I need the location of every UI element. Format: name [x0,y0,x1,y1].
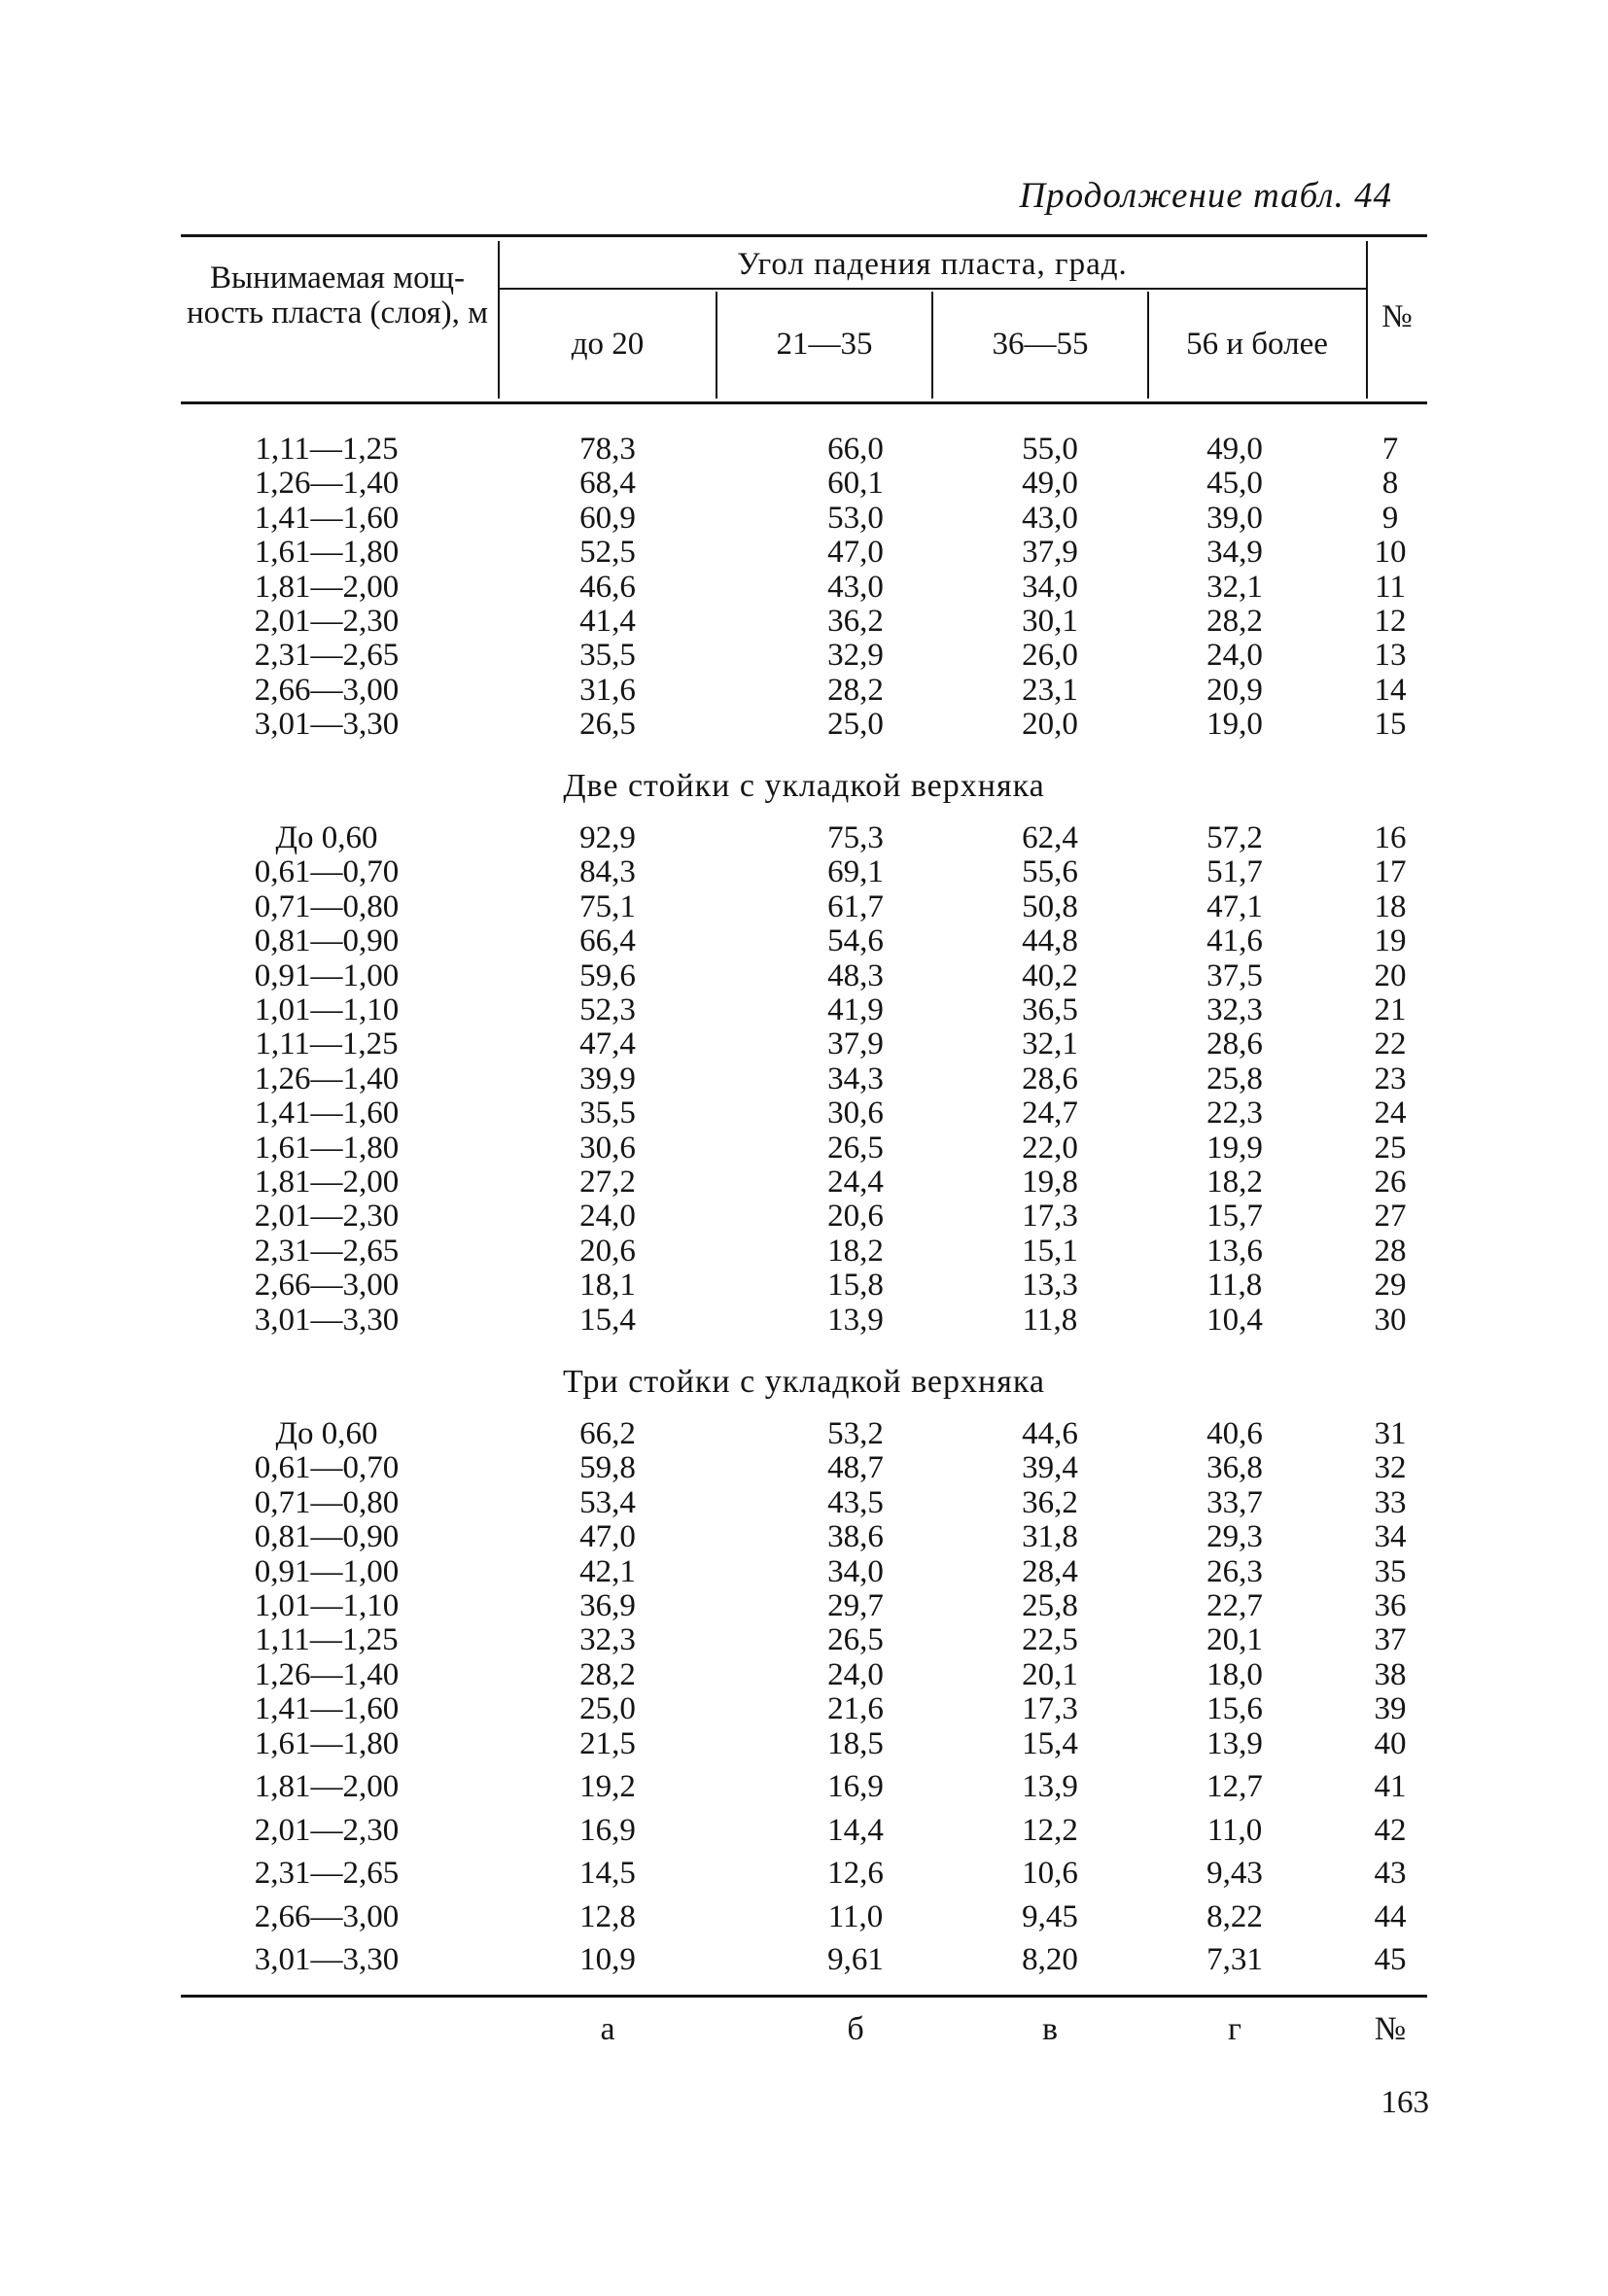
angle-56-plus-cell: 40,6 [1206,1416,1263,1451]
angle-up-to-20-cell: 20,6 [579,1233,636,1269]
row-number-cell: 22 [1374,1026,1407,1062]
angle-up-to-20-cell: 32,3 [579,1622,636,1658]
angle-56-plus-cell: 13,6 [1206,1233,1263,1269]
angle-56-plus-cell: 20,1 [1206,1622,1263,1658]
row-number-cell: 35 [1374,1553,1407,1589]
table-row [0,1770,1608,1804]
angle-36-55-cell: 55,0 [1022,432,1078,467]
table-row [0,1727,1608,1761]
thickness-cell: 2,01—2,30 [254,604,400,639]
angle-up-to-20-cell: 15,4 [579,1302,636,1338]
angle-36-55-cell: 34,0 [1022,569,1078,605]
angle-56-plus-cell: 32,1 [1206,569,1263,605]
angle-21-35-cell: 20,6 [827,1199,884,1235]
angle-21-35-cell: 24,4 [827,1165,884,1200]
table-row [0,536,1608,570]
angle-56-plus-cell: 19,0 [1206,707,1263,743]
angle-56-plus-cell: 18,0 [1206,1656,1263,1692]
angle-up-to-20-cell: 47,4 [579,1026,636,1062]
thickness-cell: 2,66—3,00 [254,1268,400,1304]
thickness-cell: 1,11—1,25 [255,1622,399,1658]
angle-up-to-20-cell: 26,5 [579,707,636,743]
row-number-cell: 26 [1374,1165,1407,1200]
angle-21-35-cell: 12,6 [827,1856,884,1892]
thickness-cell: 3,01—3,30 [254,1942,400,1978]
table-row [0,1131,1608,1165]
table-row [0,467,1608,501]
table-row [0,993,1608,1027]
thickness-cell: 2,66—3,00 [254,1898,400,1934]
table-row [0,433,1608,467]
table-row [0,1304,1608,1338]
angle-21-35-cell: 60,1 [827,466,884,502]
angle-36-55-cell: 13,3 [1022,1268,1078,1304]
angle-36-55-cell: 17,3 [1022,1691,1078,1727]
angle-36-55-cell: 39,4 [1022,1450,1078,1486]
angle-56-plus-cell: 12,7 [1206,1769,1263,1805]
header-angle-up-to-20: до 20 [571,327,645,362]
angle-36-55-cell: 20,1 [1022,1656,1078,1692]
thickness-cell: 1,26—1,40 [254,1061,400,1096]
angle-56-plus-cell: 15,7 [1206,1199,1263,1235]
footer-row [0,2010,1608,2049]
footer-label-v: в [1041,2011,1059,2047]
header-divider-col3 [1147,292,1149,399]
table-row [0,1165,1608,1200]
thickness-cell: 1,81—2,00 [254,1165,400,1200]
angle-21-35-cell: 29,7 [827,1588,884,1623]
angle-36-55-cell: 22,5 [1022,1622,1078,1658]
angle-36-55-cell: 43,0 [1022,500,1078,536]
angle-56-plus-cell: 45,0 [1206,466,1263,502]
thickness-cell: 0,91—1,00 [254,957,400,993]
table-row [0,639,1608,673]
angle-56-plus-cell: 49,0 [1206,432,1263,467]
angle-56-plus-cell: 15,6 [1206,1691,1263,1727]
angle-up-to-20-cell: 53,4 [579,1484,636,1520]
thickness-cell: 1,61—1,80 [254,535,400,571]
angle-up-to-20-cell: 42,1 [579,1553,636,1589]
angle-up-to-20-cell: 31,6 [579,672,636,708]
row-number-cell: 40 [1374,1725,1407,1761]
thickness-cell: 2,01—2,30 [254,1199,400,1235]
thickness-cell: 0,71—0,80 [254,888,400,924]
table-row [0,708,1608,742]
thickness-cell: 3,01—3,30 [254,1302,400,1338]
thickness-cell: 1,41—1,60 [254,1691,400,1727]
header-divider-col1 [716,292,717,399]
row-number-cell: 12 [1374,604,1407,639]
angle-21-35-cell: 25,0 [827,707,884,743]
angle-21-35-cell: 34,0 [827,1553,884,1589]
angle-36-55-cell: 55,6 [1022,854,1078,890]
table-row [0,1623,1608,1657]
table-row [0,821,1608,855]
angle-up-to-20-cell: 12,8 [579,1898,636,1934]
angle-up-to-20-cell: 39,9 [579,1061,636,1096]
footer-label-number: № [1374,2011,1407,2047]
thickness-cell: 2,31—2,65 [254,638,400,674]
angle-56-plus-cell: 34,9 [1206,535,1263,571]
thickness-cell: 1,11—1,25 [255,1026,399,1062]
footer-label-b: б [847,2011,864,2047]
table-row [0,1555,1608,1589]
angle-36-55-cell: 36,2 [1022,1484,1078,1520]
angle-56-plus-cell: 36,8 [1206,1450,1263,1486]
table-row [0,1857,1608,1891]
table-top-rule [181,234,1427,237]
angle-up-to-20-cell: 14,5 [579,1856,636,1892]
angle-up-to-20-cell: 66,4 [579,923,636,959]
angle-56-plus-cell: 7,31 [1206,1942,1263,1978]
header-number: № [1381,299,1413,334]
angle-56-plus-cell: 39,0 [1206,500,1263,536]
row-number-cell: 38 [1374,1656,1407,1692]
thickness-cell: 2,66—3,00 [254,672,400,708]
angle-up-to-20-cell: 10,9 [579,1942,636,1978]
thickness-cell: 1,81—2,00 [254,569,400,605]
angle-36-55-cell: 62,4 [1022,820,1078,855]
angle-56-plus-cell: 19,9 [1206,1130,1263,1165]
angle-36-55-cell: 22,0 [1022,1130,1078,1165]
table-row [0,1486,1608,1520]
angle-36-55-cell: 28,6 [1022,1061,1078,1096]
table-row [0,1900,1608,1934]
angle-36-55-cell: 30,1 [1022,604,1078,639]
angle-56-plus-cell: 32,3 [1206,992,1263,1027]
row-number-cell: 41 [1374,1769,1407,1805]
angle-36-55-cell: 11,8 [1022,1302,1078,1338]
angle-36-55-cell: 13,9 [1022,1769,1078,1805]
row-number-cell: 10 [1374,535,1407,571]
angle-56-plus-cell: 57,2 [1206,820,1263,855]
angle-up-to-20-cell: 30,6 [579,1130,636,1165]
angle-56-plus-cell: 20,9 [1206,672,1263,708]
angle-up-to-20-cell: 19,2 [579,1769,636,1805]
angle-56-plus-cell: 25,8 [1206,1061,1263,1096]
angle-up-to-20-cell: 28,2 [579,1656,636,1692]
angle-21-35-cell: 54,6 [827,923,884,959]
angle-21-35-cell: 16,9 [827,1769,884,1805]
angle-56-plus-cell: 11,0 [1206,1812,1263,1848]
thickness-cell: 1,61—1,80 [254,1725,400,1761]
thickness-cell: 0,81—0,90 [254,923,400,959]
header-angle-group: Угол падения пласта, град. [737,247,1128,282]
thickness-cell: 1,01—1,10 [254,1588,400,1623]
angle-56-plus-cell: 10,4 [1206,1302,1263,1338]
table-row [0,890,1608,924]
angle-up-to-20-cell: 92,9 [579,820,636,855]
angle-up-to-20-cell: 60,9 [579,500,636,536]
angle-56-plus-cell: 33,7 [1206,1484,1263,1520]
angle-21-35-cell: 15,8 [827,1268,884,1304]
thickness-cell: 0,91—1,00 [254,1553,400,1589]
row-number-cell: 42 [1374,1812,1407,1848]
angle-up-to-20-cell: 35,5 [579,638,636,674]
thickness-cell: 2,31—2,65 [254,1856,400,1892]
angle-56-plus-cell: 22,3 [1206,1096,1263,1131]
row-number-cell: 25 [1374,1130,1407,1165]
header-angle-56-plus: 56 и более [1186,327,1328,362]
row-number-cell: 7 [1381,432,1399,467]
table-row [0,1692,1608,1726]
angle-21-35-cell: 11,0 [827,1898,884,1934]
angle-21-35-cell: 66,0 [827,432,884,467]
row-number-cell: 24 [1374,1096,1407,1131]
angle-21-35-cell: 28,2 [827,672,884,708]
angle-36-55-cell: 20,0 [1022,707,1078,743]
thickness-cell: 1,26—1,40 [254,1656,400,1692]
angle-up-to-20-cell: 21,5 [579,1725,636,1761]
row-number-cell: 36 [1374,1588,1407,1623]
angle-up-to-20-cell: 52,3 [579,992,636,1027]
angle-21-35-cell: 13,9 [827,1302,884,1338]
table-row [0,855,1608,889]
angle-up-to-20-cell: 25,0 [579,1691,636,1727]
thickness-cell: 1,41—1,60 [254,1096,400,1131]
thickness-cell: 1,41—1,60 [254,500,400,536]
angle-21-35-cell: 14,4 [827,1812,884,1848]
row-number-cell: 45 [1374,1942,1407,1978]
row-number-cell: 32 [1374,1450,1407,1486]
angle-56-plus-cell: 28,6 [1206,1026,1263,1062]
row-number-cell: 44 [1374,1898,1407,1934]
section-title: Две стойки с укладкой верхняка [563,768,1045,804]
angle-21-35-cell: 18,5 [827,1725,884,1761]
table-row [0,1943,1608,1977]
row-number-cell: 21 [1374,992,1407,1027]
angle-21-35-cell: 38,6 [827,1519,884,1555]
angle-56-plus-cell: 13,9 [1206,1725,1263,1761]
angle-21-35-cell: 75,3 [827,820,884,855]
angle-21-35-cell: 36,2 [827,604,884,639]
table-continuation-caption: Продолжение табл. 44 [1019,176,1392,216]
angle-36-55-cell: 36,5 [1022,992,1078,1027]
thickness-cell: До 0,60 [275,820,378,855]
angle-36-55-cell: 49,0 [1022,466,1078,502]
angle-56-plus-cell: 18,2 [1206,1165,1263,1200]
angle-21-35-cell: 26,5 [827,1130,884,1165]
angle-56-plus-cell: 26,3 [1206,1553,1263,1589]
angle-56-plus-cell: 41,6 [1206,923,1263,959]
row-number-cell: 43 [1374,1856,1407,1892]
thickness-cell: 1,01—1,10 [254,992,400,1027]
row-number-cell: 19 [1374,923,1407,959]
angle-56-plus-cell: 37,5 [1206,957,1263,993]
thickness-cell: 2,31—2,65 [254,1233,400,1269]
table-row [0,1658,1608,1692]
angle-up-to-20-cell: 36,9 [579,1588,636,1623]
angle-36-55-cell: 15,4 [1022,1725,1078,1761]
group-header-rule [499,288,1366,290]
angle-up-to-20-cell: 59,6 [579,957,636,993]
angle-36-55-cell: 44,6 [1022,1416,1078,1451]
angle-up-to-20-cell: 84,3 [579,854,636,890]
thickness-cell: 0,81—0,90 [254,1519,400,1555]
row-number-cell: 15 [1374,707,1407,743]
thickness-cell: 0,61—0,70 [254,854,400,890]
angle-up-to-20-cell: 27,2 [579,1165,636,1200]
angle-36-55-cell: 8,20 [1022,1942,1078,1978]
angle-56-plus-cell: 47,1 [1206,888,1263,924]
row-number-cell: 16 [1374,820,1407,855]
table-row [0,1062,1608,1096]
angle-21-35-cell: 41,9 [827,992,884,1027]
angle-21-35-cell: 53,0 [827,500,884,536]
angle-36-55-cell: 15,1 [1022,1233,1078,1269]
angle-36-55-cell: 26,0 [1022,638,1078,674]
angle-36-55-cell: 50,8 [1022,888,1078,924]
angle-up-to-20-cell: 18,1 [579,1268,636,1304]
page-number: 163 [1381,2085,1429,2120]
header-angle-21-35: 21—35 [776,327,873,362]
table-row [0,502,1608,536]
thickness-cell: 1,11—1,25 [255,432,399,467]
table-row [0,674,1608,708]
thickness-cell: 3,01—3,30 [254,707,400,743]
row-number-cell: 27 [1374,1199,1407,1235]
angle-56-plus-cell: 8,22 [1206,1898,1263,1934]
angle-up-to-20-cell: 52,5 [579,535,636,571]
thickness-cell: 0,71—0,80 [254,1484,400,1520]
table-row [0,571,1608,605]
thickness-cell: 1,81—2,00 [254,1769,400,1805]
angle-36-55-cell: 12,2 [1022,1812,1078,1848]
row-number-cell: 23 [1374,1061,1407,1096]
row-number-cell: 31 [1374,1416,1407,1451]
angle-up-to-20-cell: 47,0 [579,1519,636,1555]
angle-56-plus-cell: 51,7 [1206,854,1263,890]
angle-21-35-cell: 37,9 [827,1026,884,1062]
header-divider-col0 [498,241,500,399]
angle-21-35-cell: 61,7 [827,888,884,924]
row-number-cell: 13 [1374,638,1407,674]
table-row [0,1520,1608,1554]
angle-up-to-20-cell: 68,4 [579,466,636,502]
angle-21-35-cell: 18,2 [827,1233,884,1269]
angle-36-55-cell: 17,3 [1022,1199,1078,1235]
angle-21-35-cell: 43,5 [827,1484,884,1520]
table-row [0,1200,1608,1234]
header-divider-col2 [931,292,933,399]
row-number-cell: 18 [1374,888,1407,924]
angle-up-to-20-cell: 59,8 [579,1450,636,1486]
row-number-cell: 30 [1374,1302,1407,1338]
angle-36-55-cell: 32,1 [1022,1026,1078,1062]
row-number-cell: 14 [1374,672,1407,708]
table-row [0,605,1608,639]
angle-56-plus-cell: 28,2 [1206,604,1263,639]
thickness-cell: 2,01—2,30 [254,1812,400,1848]
angle-21-35-cell: 48,7 [827,1450,884,1486]
section-title: Три стойки с укладкой верхняка [563,1364,1045,1400]
angle-36-55-cell: 25,8 [1022,1588,1078,1623]
angle-21-35-cell: 53,2 [827,1416,884,1451]
angle-21-35-cell: 30,6 [827,1096,884,1131]
thickness-cell: До 0,60 [275,1416,378,1451]
row-number-cell: 33 [1374,1484,1407,1520]
angle-36-55-cell: 23,1 [1022,672,1078,708]
thickness-cell: 1,61—1,80 [254,1130,400,1165]
table-row [0,959,1608,993]
angle-36-55-cell: 24,7 [1022,1096,1078,1131]
row-number-cell: 37 [1374,1622,1407,1658]
footer-label-a: а [600,2011,615,2047]
angle-21-35-cell: 24,0 [827,1656,884,1692]
angle-21-35-cell: 69,1 [827,854,884,890]
row-number-cell: 20 [1374,957,1407,993]
row-number-cell: 8 [1381,466,1399,502]
table-row [0,924,1608,958]
angle-56-plus-cell: 29,3 [1206,1519,1263,1555]
header-thickness: Вынимаемая мощ- ность пласта (слоя), м [186,261,489,330]
table-row [0,1814,1608,1848]
header-divider-col4 [1366,241,1368,399]
table-bottom-rule [181,1995,1427,1998]
angle-56-plus-cell: 11,8 [1206,1268,1263,1304]
angle-21-35-cell: 21,6 [827,1691,884,1727]
angle-36-55-cell: 44,8 [1022,923,1078,959]
header-angle-36-55: 36—55 [992,327,1089,362]
angle-36-55-cell: 28,4 [1022,1553,1078,1589]
angle-36-55-cell: 10,6 [1022,1856,1078,1892]
angle-36-55-cell: 40,2 [1022,957,1078,993]
header-bottom-rule [181,401,1427,404]
angle-21-35-cell: 43,0 [827,569,884,605]
angle-36-55-cell: 9,45 [1022,1898,1078,1934]
table-row [0,1589,1608,1623]
table-row [0,1269,1608,1303]
table-row [0,1235,1608,1269]
row-number-cell: 9 [1381,500,1399,536]
angle-56-plus-cell: 22,7 [1206,1588,1263,1623]
angle-21-35-cell: 34,3 [827,1061,884,1096]
angle-56-plus-cell: 9,43 [1206,1856,1263,1892]
angle-56-plus-cell: 24,0 [1206,638,1263,674]
row-number-cell: 17 [1374,854,1407,890]
row-number-cell: 39 [1374,1691,1407,1727]
angle-up-to-20-cell: 78,3 [579,432,636,467]
angle-up-to-20-cell: 46,6 [579,569,636,605]
angle-up-to-20-cell: 35,5 [579,1096,636,1131]
thickness-cell: 1,26—1,40 [254,466,400,502]
row-number-cell: 34 [1374,1519,1407,1555]
angle-up-to-20-cell: 24,0 [579,1199,636,1235]
angle-21-35-cell: 32,9 [827,638,884,674]
table-row [0,1417,1608,1451]
angle-21-35-cell: 48,3 [827,957,884,993]
row-number-cell: 11 [1375,569,1406,605]
angle-up-to-20-cell: 41,4 [579,604,636,639]
angle-36-55-cell: 37,9 [1022,535,1078,571]
angle-36-55-cell: 19,8 [1022,1165,1078,1200]
table-row [0,1027,1608,1061]
angle-up-to-20-cell: 66,2 [579,1416,636,1451]
angle-36-55-cell: 31,8 [1022,1519,1078,1555]
table-row [0,1451,1608,1485]
table-row [0,1096,1608,1131]
footer-label-g: г [1228,2011,1241,2047]
angle-21-35-cell: 9,61 [827,1942,884,1978]
angle-21-35-cell: 47,0 [827,535,884,571]
angle-21-35-cell: 26,5 [827,1622,884,1658]
row-number-cell: 28 [1374,1233,1407,1269]
row-number-cell: 29 [1374,1268,1407,1304]
thickness-cell: 0,61—0,70 [254,1450,400,1486]
angle-up-to-20-cell: 75,1 [579,888,636,924]
angle-up-to-20-cell: 16,9 [579,1812,636,1848]
